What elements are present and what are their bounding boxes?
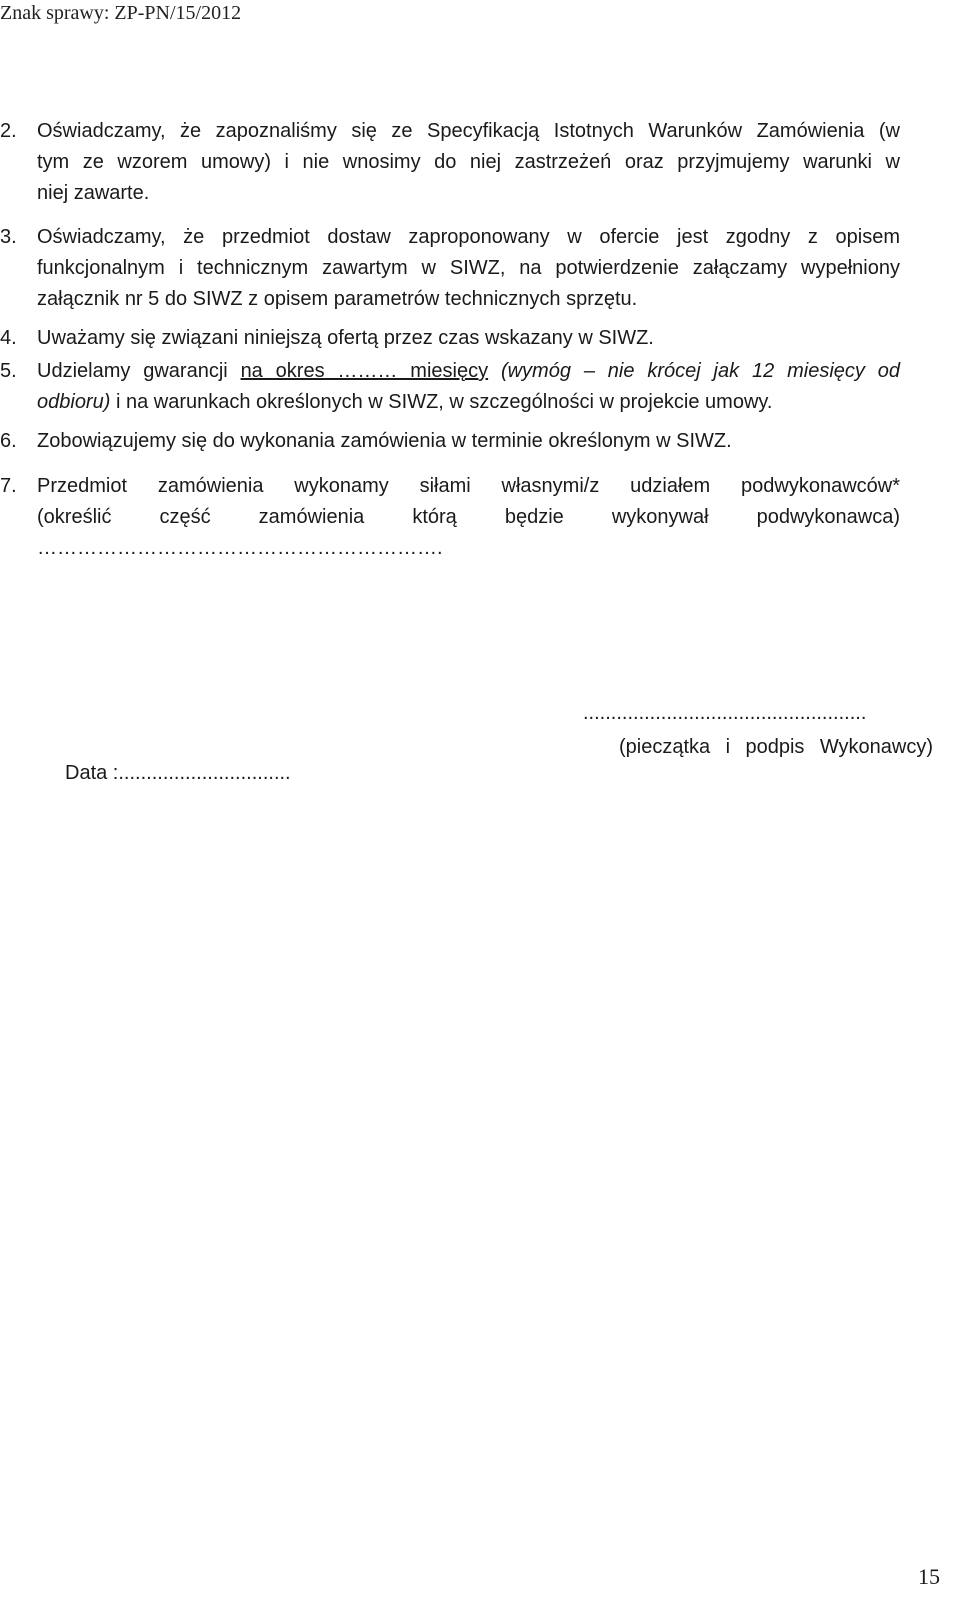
clause-line: niej zawarte.	[37, 182, 150, 204]
page-number: 15	[918, 1564, 940, 1589]
clause-line: Oświadczamy, że zapoznaliśmy się ze Specyfikacją Istotnych Warunków Zamówienia (w	[37, 120, 900, 142]
signature-label: (pieczątka i podpis Wykonawcy)	[619, 736, 933, 758]
clause-number: 4.	[0, 327, 17, 349]
clause-6	[0, 426, 900, 457]
clause-number: 6.	[0, 430, 17, 452]
case-number-header: Znak sprawy: ZP-PN/15/2012	[0, 2, 242, 24]
clause-4	[0, 323, 900, 354]
clause-line: Oświadczamy, że przedmiot dostaw zaproponowany w ofercie jest zgodny z opisem	[37, 226, 900, 248]
clause-italic-text: odbioru)	[37, 391, 111, 413]
clause-number: 5.	[0, 360, 17, 382]
clause-3	[0, 222, 900, 317]
clause-5	[0, 356, 900, 420]
subcontractor-blank-line: …………………………………………………….	[37, 537, 443, 559]
clause-line: Zobowiązujemy się do wykonania zamówienia w terminie określonym w SIWZ.	[37, 430, 732, 452]
signature-line: ...................................................	[583, 702, 867, 724]
clause-line: funkcjonalnym i technicznym zawartym w SIWZ, na potwierdzenie załączamy wypełniony	[37, 257, 900, 279]
clause-line: (określić część zamówienia którą będzie wykonywał podwykonawca)	[37, 506, 900, 528]
clause-line: Przedmiot zamówienia wykonamy siłami własnymi/z udziałem podwykonawców*	[37, 475, 900, 497]
clause-italic-text: (wymóg – nie krócej jak 12 miesięcy od	[488, 360, 900, 382]
clause-number: 3.	[0, 226, 17, 248]
clause-line: załącznik nr 5 do SIWZ z opisem parametrów technicznych sprzętu.	[37, 288, 638, 310]
clause-line: Uważamy się związani niniejszą ofertą przez czas wskazany w SIWZ.	[37, 327, 654, 349]
warranty-period-blank: na okres ……… miesięcy	[240, 360, 489, 382]
clause-line	[37, 356, 900, 387]
clause-2	[0, 116, 900, 211]
clause-text: Udzielamy gwarancji	[37, 360, 241, 382]
clause-7	[0, 471, 900, 566]
clause-number: 2.	[0, 120, 17, 142]
date-field: Data :...............................	[65, 762, 291, 784]
clause-number: 7.	[0, 475, 17, 497]
clause-line	[37, 387, 900, 418]
clause-text: i na warunkach określonych w SIWZ, w szczególności w projekcie umowy.	[110, 391, 773, 413]
clause-line: tym ze wzorem umowy) i nie wnosimy do niej zastrzeżeń oraz przyjmujemy warunki w	[37, 151, 900, 173]
